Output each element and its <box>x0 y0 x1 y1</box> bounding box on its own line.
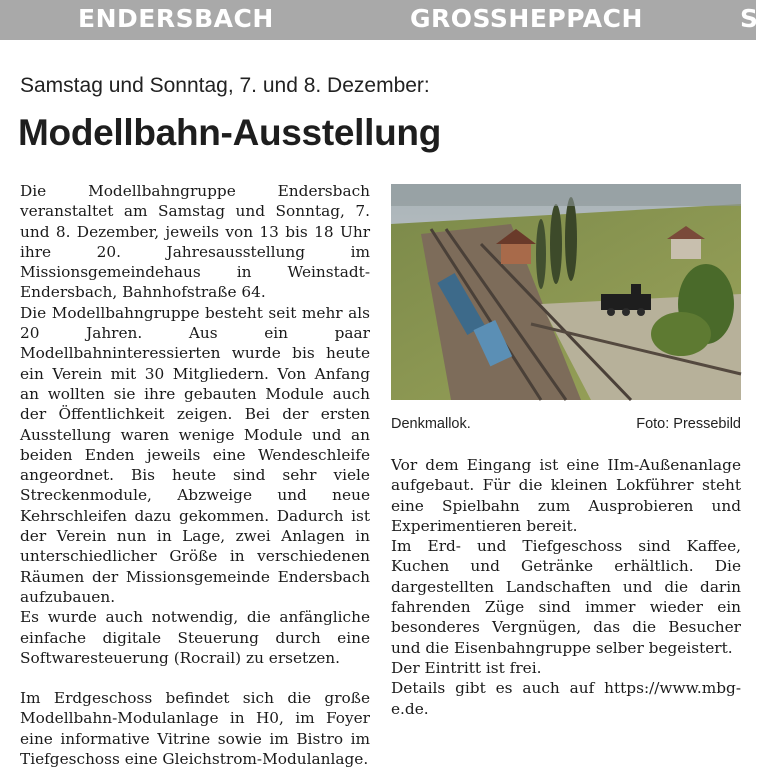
section-label-grossheppach: GROSSHEPPACH <box>410 4 643 33</box>
paragraph-outdoor: Vor dem Eingang ist eine IIm-Außenanlage aufgebaut. Für die kleinen Lokführer steht eine Spielbahn zum Ausprobieren und Experimentieren bereit. <box>391 456 741 535</box>
article-headline: Modellbahn-Ausstellung <box>18 112 442 153</box>
model-railway-photo <box>391 184 741 400</box>
article-kicker: Samstag und Sonntag, 7. und 8. Dezember: <box>20 74 430 97</box>
article-column-left <box>20 181 370 769</box>
photo-credit: Foto: Pressebild <box>636 416 741 432</box>
paragraph-intro: Die Modellbahngruppe Endersbach veranstaltet am Samstag und Sonntag, 7. und 8. Dezember, jeweils von 13 bis 18 Uhr ihre 20. Jahresausstellung im Missionsgemeindehaus in Weinstadt-Endersbach, Bahnhofstraße 64. <box>20 182 370 302</box>
article-column-right <box>391 455 741 719</box>
paragraph-website: Details gibt es auch auf https://www.mbg-e.de. <box>391 679 741 718</box>
section-label-cut-off: S <box>740 4 759 33</box>
section-label-endersbach: ENDERSBACH <box>78 4 274 33</box>
paragraph-software: Es wurde auch notwendig, die anfängliche einfache digitale Steuerung durch eine Softwaresteuerung (Rocrail) zu ersetzen. <box>20 608 370 667</box>
paragraph-admission: Der Eintritt ist frei. <box>391 658 542 677</box>
photo-caption: Denkmallok. <box>391 416 471 432</box>
article-photo <box>391 184 741 400</box>
section-header-bar <box>0 0 759 40</box>
paragraph-catering: Im Erd- und Tiefgeschoss sind Kaffee, Kuchen und Getränke erhältlich. Die dargestellten Landschaften und die darin fahrenden Züge sind immer wieder ein besonderes Vergnügen, das die Besucher und die Eisenbahngruppe selber begeistert. <box>391 537 741 657</box>
paragraph-layout: Im Erdgeschoss befindet sich die große Modellbahn-Modulanlage in H0, im Foyer eine informative Vitrine sowie im Bistro im Tiefgeschoss eine Gleichstrom-Modulanlage. <box>20 689 370 769</box>
paragraph-history: Die Modellbahngruppe besteht seit mehr als 20 Jahren. Aus ein paar Modellbahninteressierten wurde bis heute ein Verein mit 30 Mitgliedern. Von Anfang an wollten sie ihre gebauten Module auch der Öffentlichkeit zeigen. Bei der ersten Ausstellung waren wenige Module und an beiden Enden jeweils eine Wendeschleife angeordnet. Bis heute sind sehr viele Streckenmodule, Abzweige und neue Kehrschleifen dazu gekommen. Dadurch ist der Verein nun in Lage, zwei Anlagen in unterschiedlicher Größe in verschiedenen Räumen der Missionsgemeinde Endersbach aufzubauen. <box>20 303 370 606</box>
